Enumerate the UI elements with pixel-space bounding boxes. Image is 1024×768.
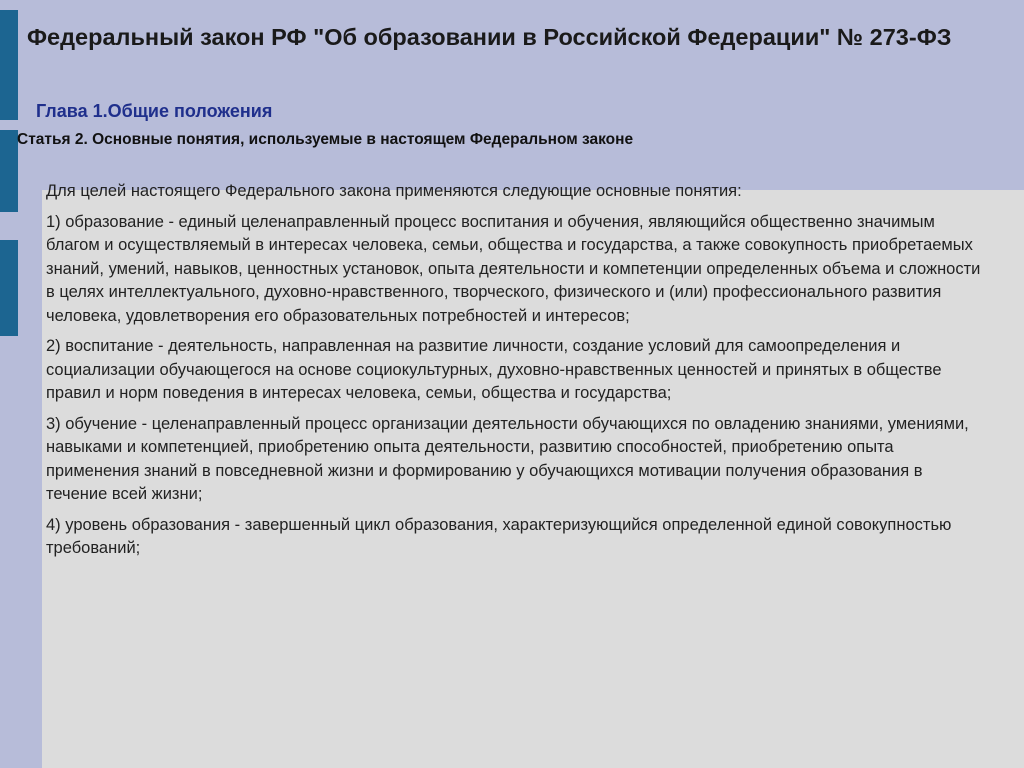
accent-bar-middle <box>0 130 18 212</box>
article-heading: Статья 2. Основные понятия, используемые в настоящем Федеральном законе <box>17 131 634 148</box>
definition-education-level: 4) уровень образования - завершенный цикл образования, характеризующийся определенной единой совокупностью требований; <box>46 515 952 557</box>
chapter-label: Глава 1.Общие положения <box>36 101 273 121</box>
accent-bar-top <box>0 10 18 120</box>
accent-bar-bottom <box>0 240 18 336</box>
body-text <box>46 180 986 568</box>
definition-teaching: 3) обучение - целенаправленный процесс организации деятельности обучающихся по овладению знаниями, умениями, навыками и компетенцией, приобретению опыта деятельности, развитию способностей, приобретению опыта применения знаний в повседневной жизни и формированию у обучающихся мотивации получения образования в течение всей жизни; <box>46 414 969 503</box>
intro-paragraph: Для целей настоящего Федерального закона применяются следующие основные понятия: <box>46 182 742 200</box>
definition-education: 1) образование - единый целенаправленный процесс воспитания и обучения, являющийся общественно значимым благом и осуществляемый в интересах человека, семьи, общества и государства, а также совокупность приобретаемых знаний, умений, навыков, ценностных установок, опыта деятельности и компетенции определенных объема и сложности в целях интеллектуального, духовно-нравственного, творческого, физического и (или) профессионального развития человека, удовлетворения его образовательных потребностей и интересов; <box>46 212 981 325</box>
definition-upbringing: 2) воспитание - деятельность, направленная на развитие личности, создание условий для самоопределения и социализации обучающегося на основе социокультурных, духовно-нравственных ценностей и принятых в обществе правил и норм поведения в интересах человека, семьи, общества и государства; <box>46 337 942 402</box>
slide-title: Федеральный закон РФ "Об образовании в Российской Федерации" № 273-ФЗ <box>27 24 952 50</box>
